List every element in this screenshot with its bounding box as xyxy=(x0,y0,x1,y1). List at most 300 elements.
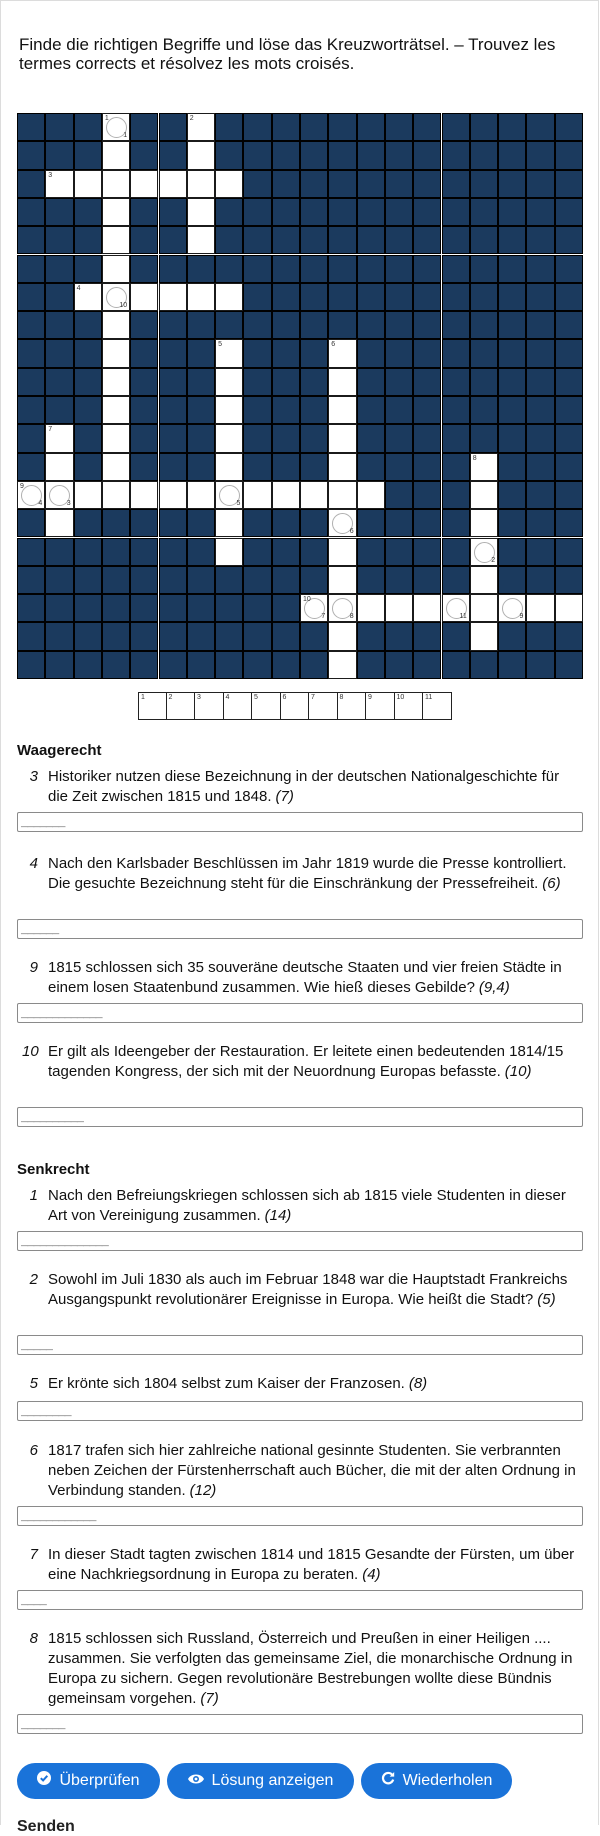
crossword-cell[interactable] xyxy=(102,396,130,424)
eye-icon xyxy=(188,1763,204,1799)
crossword-block xyxy=(17,283,45,311)
crossword-block xyxy=(159,538,187,566)
crossword-block xyxy=(243,453,271,481)
crossword-block xyxy=(159,113,187,141)
solution-marker-number: 10 xyxy=(119,302,128,310)
solution-cell-number: 9 xyxy=(368,694,372,701)
crossword-block xyxy=(187,396,215,424)
crossword-cell[interactable] xyxy=(187,141,215,169)
crossword-block xyxy=(357,453,385,481)
crossword-block xyxy=(442,368,470,396)
crossword-cell[interactable] xyxy=(45,424,73,452)
crossword-block xyxy=(74,509,102,537)
crossword-block xyxy=(300,198,328,226)
crossword-block xyxy=(526,311,554,339)
check-button-label: Überprüfen xyxy=(59,1772,140,1790)
crossword-block xyxy=(243,283,271,311)
crossword-block xyxy=(526,255,554,283)
retry-button-label: Wiederholen xyxy=(402,1772,493,1790)
clue-length: (9,4) xyxy=(478,979,510,996)
clue-text: Er gilt als Ideengeber der Restauration. Er leitete einen bedeutenden 1814/15 tagenden Kongress, der sich mit der Neuordnung Europas befasste. (10) xyxy=(48,1043,564,1080)
answer-input-down-1[interactable]: ______________ xyxy=(17,1231,583,1251)
clue-length: (5) xyxy=(537,1291,556,1308)
crossword-cell[interactable] xyxy=(130,170,158,198)
crossword-block xyxy=(357,368,385,396)
crossword-block xyxy=(74,113,102,141)
solution-cell[interactable] xyxy=(338,692,367,720)
crossword-cell[interactable] xyxy=(357,594,385,622)
crossword-cell[interactable] xyxy=(215,368,243,396)
crossword-block xyxy=(215,311,243,339)
crossword-cell[interactable] xyxy=(102,226,130,254)
crossword-block xyxy=(498,453,526,481)
crossword-block xyxy=(526,396,554,424)
crossword-block xyxy=(300,170,328,198)
crossword-block xyxy=(498,481,526,509)
crossword-block xyxy=(45,283,73,311)
crossword-cell[interactable] xyxy=(17,481,45,509)
crossword-cell[interactable] xyxy=(102,424,130,452)
crossword-block xyxy=(385,368,413,396)
crossword-block xyxy=(413,453,441,481)
crossword-block xyxy=(102,622,130,650)
crossword-block xyxy=(130,538,158,566)
crossword-block xyxy=(526,538,554,566)
crossword-block xyxy=(442,170,470,198)
crossword-cell[interactable] xyxy=(328,622,356,650)
crossword-cell[interactable] xyxy=(215,283,243,311)
crossword-block xyxy=(470,198,498,226)
crossword-block xyxy=(243,538,271,566)
crossword-cell[interactable] xyxy=(470,594,498,622)
crossword-block xyxy=(243,424,271,452)
crossword-block xyxy=(243,651,271,679)
clue-number: 8 xyxy=(29,1630,38,1647)
clue-text: Historiker nutzen diese Bezeichnung in der deutschen Nationalgeschichte für die Zeit zwischen 1815 und 1848. (7) xyxy=(48,768,560,805)
crossword-cell[interactable] xyxy=(215,453,243,481)
answer-input-down-5[interactable]: ________ xyxy=(17,1401,583,1421)
crossword-block xyxy=(300,453,328,481)
crossword-block xyxy=(215,255,243,283)
crossword-cell[interactable] xyxy=(300,481,328,509)
crossword-cell[interactable] xyxy=(102,368,130,396)
crossword-block xyxy=(187,311,215,339)
crossword-cell[interactable] xyxy=(328,339,356,367)
crossword-block xyxy=(17,368,45,396)
crossword-block xyxy=(130,453,158,481)
solution-cell-number: 3 xyxy=(197,694,201,701)
crossword-cell[interactable] xyxy=(555,594,583,622)
crossword-cell[interactable] xyxy=(385,594,413,622)
crossword-block xyxy=(243,226,271,254)
crossword-block xyxy=(159,311,187,339)
clue-start-number: 4 xyxy=(76,284,81,292)
solution-cell[interactable] xyxy=(281,692,310,720)
solution-cell[interactable] xyxy=(423,692,452,720)
crossword-block xyxy=(555,538,583,566)
crossword-block xyxy=(243,368,271,396)
crossword-block xyxy=(526,509,554,537)
clue-number: 1 xyxy=(29,1187,38,1204)
crossword-block xyxy=(17,396,45,424)
solution-cell-number: 2 xyxy=(168,694,173,701)
crossword-block xyxy=(74,311,102,339)
crossword-block xyxy=(159,141,187,169)
crossword-cell[interactable] xyxy=(102,311,130,339)
answer-input-across-4[interactable]: ______ xyxy=(17,919,583,939)
crossword-block xyxy=(526,170,554,198)
crossword-block xyxy=(300,141,328,169)
crossword-block xyxy=(555,566,583,594)
clue-text: In dieser Stadt tagten zwischen 1814 und 1815 Gesandte der Fürsten, um über eine Nachkriegsordnung in Europa zu beraten. (4) xyxy=(48,1546,575,1583)
clue-length: (12) xyxy=(189,1482,217,1499)
solution-marker-number: 11 xyxy=(459,613,467,621)
crossword-cell[interactable] xyxy=(215,538,243,566)
crossword-block xyxy=(357,538,385,566)
crossword-block xyxy=(272,170,300,198)
crossword-block xyxy=(470,141,498,169)
crossword-block xyxy=(45,622,73,650)
crossword-cell[interactable] xyxy=(328,594,356,622)
crossword-block xyxy=(470,424,498,452)
solution-cell[interactable] xyxy=(195,692,224,720)
crossword-block xyxy=(102,509,130,537)
crossword-block xyxy=(498,255,526,283)
crossword-block xyxy=(413,396,441,424)
crossword-block xyxy=(413,255,441,283)
crossword-cell[interactable] xyxy=(470,566,498,594)
crossword-block xyxy=(74,566,102,594)
solution-cell-number: 11 xyxy=(425,694,433,701)
crossword-cell[interactable] xyxy=(130,481,158,509)
crossword-block xyxy=(215,141,243,169)
crossword-block xyxy=(74,622,102,650)
crossword-block xyxy=(300,538,328,566)
crossword-block xyxy=(300,622,328,650)
crossword-block xyxy=(555,255,583,283)
crossword-block xyxy=(413,170,441,198)
crossword-block xyxy=(413,141,441,169)
crossword-cell[interactable] xyxy=(357,481,385,509)
crossword-block xyxy=(74,594,102,622)
solution-marker-number: 6 xyxy=(349,528,354,536)
crossword-block xyxy=(300,368,328,396)
crossword-block xyxy=(272,339,300,367)
crossword-cell[interactable] xyxy=(215,424,243,452)
crossword-cell[interactable] xyxy=(130,283,158,311)
crossword-cell[interactable] xyxy=(215,509,243,537)
answer-input-across-9[interactable]: _____________ xyxy=(17,1003,583,1023)
solution-cell[interactable] xyxy=(309,692,338,720)
crossword-block xyxy=(357,622,385,650)
solution-cell[interactable] xyxy=(366,692,395,720)
crossword-block xyxy=(470,311,498,339)
crossword-cell[interactable] xyxy=(328,368,356,396)
solution-marker-number: 5 xyxy=(236,500,241,508)
crossword-cell[interactable] xyxy=(470,509,498,537)
crossword-block xyxy=(130,198,158,226)
crossword-block xyxy=(498,113,526,141)
crossword-block xyxy=(17,509,45,537)
crossword-cell[interactable] xyxy=(215,170,243,198)
crossword-block xyxy=(385,226,413,254)
crossword-cell[interactable] xyxy=(328,481,356,509)
crossword-cell[interactable] xyxy=(74,481,102,509)
crossword-cell[interactable] xyxy=(470,622,498,650)
crossword-block xyxy=(413,339,441,367)
crossword-block xyxy=(215,594,243,622)
crossword-block xyxy=(159,198,187,226)
crossword-block xyxy=(470,113,498,141)
solution-cell-number: 7 xyxy=(311,694,315,701)
crossword-cell[interactable] xyxy=(215,339,243,367)
crossword-block xyxy=(159,255,187,283)
crossword-block xyxy=(300,113,328,141)
crossword-block xyxy=(385,509,413,537)
crossword-cell[interactable] xyxy=(413,594,441,622)
crossword-cell[interactable] xyxy=(102,113,130,141)
crossword-cell[interactable] xyxy=(74,170,102,198)
crossword-block xyxy=(215,198,243,226)
crossword-cell[interactable] xyxy=(45,453,73,481)
crossword-cell[interactable] xyxy=(328,424,356,452)
crossword-cell[interactable] xyxy=(470,481,498,509)
crossword-cell[interactable] xyxy=(187,226,215,254)
crossword-block xyxy=(187,368,215,396)
crossword-block xyxy=(442,453,470,481)
crossword-block xyxy=(187,651,215,679)
crossword-cell[interactable] xyxy=(159,170,187,198)
answer-input-down-2[interactable]: _____ xyxy=(17,1335,583,1355)
answer-input-across-10[interactable]: __________ xyxy=(17,1107,583,1127)
clue-start-number: 3 xyxy=(48,171,53,179)
crossword-block xyxy=(555,226,583,254)
crossword-block xyxy=(357,226,385,254)
crossword-cell[interactable] xyxy=(272,481,300,509)
crossword-cell[interactable] xyxy=(45,509,73,537)
crossword-cell[interactable] xyxy=(102,283,130,311)
crossword-cell[interactable] xyxy=(102,339,130,367)
crossword-block xyxy=(385,113,413,141)
crossword-block xyxy=(272,509,300,537)
solution-cell[interactable] xyxy=(138,692,167,720)
crossword-cell[interactable] xyxy=(102,255,130,283)
crossword-block xyxy=(17,226,45,254)
crossword-block xyxy=(45,141,73,169)
crossword-block xyxy=(413,622,441,650)
crossword-block xyxy=(413,651,441,679)
crossword-cell[interactable] xyxy=(442,594,470,622)
crossword-block xyxy=(300,566,328,594)
crossword-block xyxy=(385,538,413,566)
crossword-block xyxy=(159,368,187,396)
crossword-block xyxy=(272,622,300,650)
send-label: Senden xyxy=(17,1818,75,1835)
crossword-cell[interactable] xyxy=(328,651,356,679)
crossword-block xyxy=(555,283,583,311)
crossword-block xyxy=(272,453,300,481)
clue-length: (7) xyxy=(200,1690,219,1707)
crossword-block xyxy=(385,651,413,679)
solution-cell[interactable] xyxy=(395,692,424,720)
crossword-cell[interactable] xyxy=(187,198,215,226)
crossword-cell[interactable] xyxy=(328,396,356,424)
clue-start-number: 2 xyxy=(189,115,194,122)
crossword-block xyxy=(470,226,498,254)
answer-input-down-6[interactable]: ____________ xyxy=(17,1506,583,1526)
crossword-block xyxy=(555,141,583,169)
crossword-cell[interactable] xyxy=(498,594,526,622)
solution-cell[interactable] xyxy=(167,692,196,720)
clue-text: Sowohl im Juli 1830 als auch im Februar 1848 war die Hauptstadt Frankreichs Ausgangspunkt revolutionärer Ereignisse in Europa. Wie heißt die Stadt? (5) xyxy=(48,1271,568,1308)
solution-marker-number: 9 xyxy=(519,613,524,621)
crossword-block xyxy=(187,453,215,481)
crossword-block xyxy=(413,538,441,566)
crossword-block xyxy=(272,538,300,566)
answer-input-across-3[interactable]: _______ xyxy=(17,812,583,832)
crossword-block xyxy=(159,566,187,594)
crossword-block xyxy=(272,368,300,396)
crossword-block xyxy=(357,113,385,141)
crossword-cell[interactable] xyxy=(328,538,356,566)
clue-number: 5 xyxy=(29,1375,38,1392)
crossword-block xyxy=(385,453,413,481)
crossword-block xyxy=(243,594,271,622)
crossword-block xyxy=(45,339,73,367)
crossword-cell[interactable] xyxy=(187,481,215,509)
crossword-cell[interactable] xyxy=(187,283,215,311)
crossword-block xyxy=(159,453,187,481)
crossword-block xyxy=(498,198,526,226)
clue-length: (8) xyxy=(408,1375,428,1392)
show-solution-button[interactable] xyxy=(167,1763,354,1799)
solution-word-row xyxy=(138,692,452,720)
crossword-block xyxy=(357,424,385,452)
crossword-cell[interactable] xyxy=(526,594,554,622)
crossword-block xyxy=(555,396,583,424)
crossword-block xyxy=(328,226,356,254)
crossword-cell[interactable] xyxy=(45,481,73,509)
crossword-cell[interactable] xyxy=(215,396,243,424)
crossword-block xyxy=(555,622,583,650)
crossword-block xyxy=(187,255,215,283)
crossword-block xyxy=(17,141,45,169)
crossword-block xyxy=(102,594,130,622)
answer-input-down-8[interactable]: _______ xyxy=(17,1714,583,1734)
crossword-block xyxy=(17,566,45,594)
crossword-block xyxy=(272,566,300,594)
crossword-cell[interactable] xyxy=(300,594,328,622)
crossword-block xyxy=(74,339,102,367)
crossword-block xyxy=(442,311,470,339)
crossword-block xyxy=(413,283,441,311)
solution-cell-number: 1 xyxy=(141,694,145,701)
crossword-cell[interactable] xyxy=(328,509,356,537)
crossword-block xyxy=(526,651,554,679)
crossword-block xyxy=(498,283,526,311)
crossword-block xyxy=(187,509,215,537)
crossword-block xyxy=(17,170,45,198)
solution-cell-number: 6 xyxy=(282,694,287,701)
crossword-block xyxy=(45,651,73,679)
clue-number: 7 xyxy=(29,1546,38,1563)
crossword-block xyxy=(498,424,526,452)
crossword-cell[interactable] xyxy=(102,481,130,509)
crossword-block xyxy=(385,396,413,424)
crossword-block xyxy=(442,566,470,594)
crossword-block xyxy=(74,198,102,226)
check-button[interactable] xyxy=(17,1763,160,1799)
crossword-block xyxy=(102,566,130,594)
crossword-block xyxy=(526,566,554,594)
crossword-block xyxy=(17,651,45,679)
crossword-cell[interactable] xyxy=(159,481,187,509)
crossword-block xyxy=(328,283,356,311)
crossword-cell[interactable] xyxy=(102,170,130,198)
crossword-block xyxy=(555,311,583,339)
crossword-cell[interactable] xyxy=(159,283,187,311)
crossword-block xyxy=(413,566,441,594)
crossword-cell[interactable] xyxy=(187,113,215,141)
crossword-block xyxy=(130,566,158,594)
crossword-block xyxy=(328,170,356,198)
crossword-cell[interactable] xyxy=(328,566,356,594)
crossword-block xyxy=(187,594,215,622)
crossword-block xyxy=(470,255,498,283)
crossword-block xyxy=(300,424,328,452)
down-title: Senkrecht xyxy=(17,1161,90,1178)
clue-start-number: 10 xyxy=(303,596,311,604)
crossword-cell[interactable] xyxy=(45,170,73,198)
crossword-block xyxy=(17,594,45,622)
crossword-block xyxy=(300,339,328,367)
crossword-cell[interactable] xyxy=(187,170,215,198)
crossword-block xyxy=(102,538,130,566)
solution-cell[interactable] xyxy=(252,692,281,720)
crossword-block xyxy=(130,424,158,452)
crossword-block xyxy=(159,424,187,452)
crossword-block xyxy=(159,226,187,254)
crossword-block xyxy=(74,255,102,283)
crossword-cell[interactable] xyxy=(328,453,356,481)
crossword-block xyxy=(130,311,158,339)
retry-button[interactable] xyxy=(361,1763,512,1799)
crossword-cell[interactable] xyxy=(243,481,271,509)
crossword-block xyxy=(498,141,526,169)
crossword-block xyxy=(17,255,45,283)
show-solution-label: Lösung anzeigen xyxy=(211,1772,334,1790)
crossword-block xyxy=(328,311,356,339)
crossword-cell[interactable] xyxy=(102,453,130,481)
crossword-cell[interactable] xyxy=(470,538,498,566)
solution-cell-number: 10 xyxy=(396,694,405,701)
crossword-cell[interactable] xyxy=(102,198,130,226)
crossword-cell[interactable] xyxy=(102,141,130,169)
crossword-block xyxy=(215,566,243,594)
crossword-block xyxy=(385,481,413,509)
crossword-block xyxy=(272,311,300,339)
crossword-block xyxy=(470,170,498,198)
clue-length: (14) xyxy=(264,1207,292,1224)
crossword-cell[interactable] xyxy=(470,453,498,481)
crossword-block xyxy=(526,453,554,481)
answer-input-down-7[interactable]: ____ xyxy=(17,1590,583,1610)
solution-cell[interactable] xyxy=(224,692,253,720)
crossword-block xyxy=(555,368,583,396)
crossword-block xyxy=(357,339,385,367)
crossword-cell[interactable] xyxy=(74,283,102,311)
crossword-cell[interactable] xyxy=(215,481,243,509)
